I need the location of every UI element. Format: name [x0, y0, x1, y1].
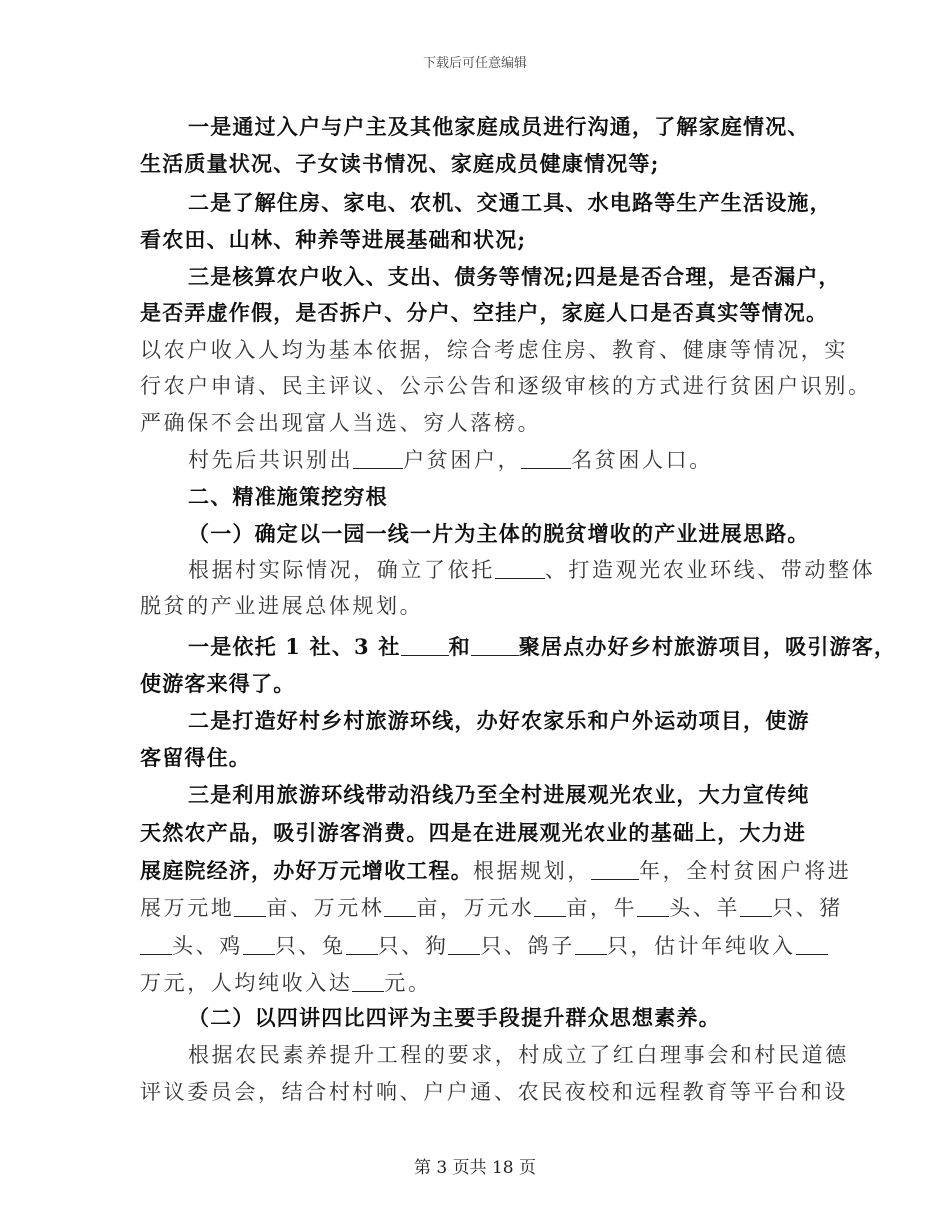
text-line: 脱贫的产业进展总体规划。 [140, 594, 424, 618]
blank-underline [234, 896, 266, 917]
text-line: 以农户收入人均为基本依据，综合考虑住房、教育、健康等情况，实 [140, 338, 848, 362]
blank-underline [740, 896, 772, 917]
text-line: 严确保不会出现富人当选、穷人落榜。 [140, 411, 542, 435]
text-line: 根据村实际情况，确立了依托 、打造观光农业环线、带动整体 [188, 558, 876, 582]
blank-underline [591, 859, 639, 880]
text-line: 一是通过入户与户主及其他家庭成员进行沟通，了解家庭情况、 [188, 114, 810, 139]
text-line: 村先后共识别出 户贫困户， 名贫困人口。 [188, 448, 713, 472]
blank-underline [495, 558, 545, 579]
text-line: 客留得住。 [140, 745, 251, 770]
section-heading: 二、精准施策挖穷根 [188, 484, 388, 509]
page-header: 下载后可任意编辑 [422, 56, 527, 71]
text-line: 展庭院经济，办好万元增收工程。根据规划， 年，全村贫困户将进 [140, 858, 852, 883]
subsection-heading: （二）以四讲四比四评为主要手段提升群众思想素养。 [188, 1005, 721, 1030]
blank-underline [401, 635, 449, 656]
text-line: 头、鸡 只、兔 只、狗 只、鸽子 只，估计年纯收入 [140, 931, 830, 961]
text-line: 使游客来得了。 [140, 671, 296, 696]
text-line: 生活质量状况、子女读书情况、家庭成员健康情况等; [140, 151, 660, 176]
blank-underline [346, 934, 378, 955]
text-line: 看农田、山林、种养等进展基础和状况; [140, 227, 527, 252]
blank-underline [243, 934, 275, 955]
blank-underline [575, 934, 607, 955]
text-line: 一是依托 1 社、3 社 和 聚居点办好乡村旅游项目，吸引游客， [188, 634, 897, 659]
blank-underline [521, 448, 571, 469]
text-line: 根据农民素养提升工程的要求，村成立了红白理事会和村民道德 [188, 1043, 849, 1067]
blank-underline [384, 896, 416, 917]
text-line: 天然农产品，吸引游客消费。四是在进展观光农业的基础上，大力进 [140, 820, 806, 845]
blank-underline [534, 896, 566, 917]
blank-underline [796, 934, 828, 955]
text-line: 万元，人均纯收入达 元。 [140, 971, 432, 995]
text-line: 评议委员会，结合村村响、户户通、农民夜校和远程教育等平台和设 [140, 1080, 848, 1104]
blank-underline [352, 971, 384, 992]
text-line: 三是利用旅游环线带动沿线乃至全村进展观光农业，大力宣传纯 [188, 782, 810, 807]
text-line: 行农户申请、民主评议、公示公告和逐级审核的方式进行贫困户识别。 [140, 374, 872, 398]
blank-underline [140, 934, 172, 955]
text-line: 二是了解住房、家电、农机、交通工具、水电路等生产生活设施， [188, 190, 832, 215]
text-line: 展万元地 亩、万元林 亩，万元水 亩，牛 头、羊 只、猪 [140, 896, 843, 920]
blank-underline [637, 896, 669, 917]
text-line: 二是打造好村乡村旅游环线，办好农家乐和户外运动项目，使游 [188, 708, 810, 733]
blank-underline [448, 934, 480, 955]
blank-underline [353, 448, 403, 469]
page-number: 第 3 页共 18 页 [413, 1158, 537, 1178]
blank-underline [471, 635, 519, 656]
text-line: 是否弄虚作假，是否拆户、分户、空挂户，家庭人口是否真实等情况。 [140, 300, 829, 325]
text-line: 三是核算农户收入、支出、债务等情况;四是是否合理，是否漏户， [188, 264, 841, 289]
subsection-heading: （一）确定以一园一线一片为主体的脱贫增收的产业进展思路。 [188, 521, 810, 546]
